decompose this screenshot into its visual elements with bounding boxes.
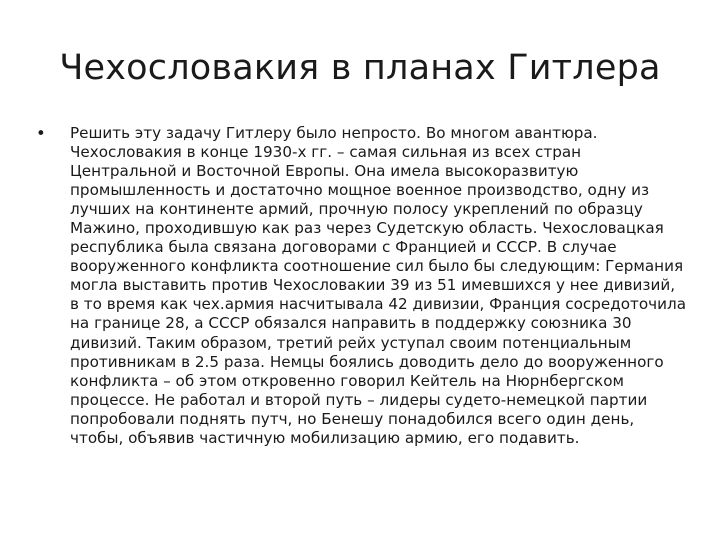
bullet-item xyxy=(36,124,688,448)
bullet-text: Решить эту задачу Гитлеру было непросто. Во многом авантюра. Чехословакия в конце 1930-х гг. – самая сильная из всех стран Центральной и Восточной Европы. Она имела высокоразвитую промышленность и достаточно мощное военное производство, одну из лучших на континенте армий, прочную полосу укреплений по образцу Мажино, проходившую как раз через Судетскую область. Чехословацкая республика была связана договорами с Францией и СССР. В случае вооруженного конфликта соотношение сил было бы следующим: Германия могла выставить против Чехословакии 39 из 51 имевшихся у нее дивизий, в то время как чех.армия насчитывала 42 дивизии, Франция сосредоточила на границе 28, а СССР обязался направить в поддержку союзника 30 дивизий. Таким образом, третий рейх уступал своим потенциальным противникам в 2.5 раза. Немцы боялись доводить дело до вооруженного конфликта – об этом откровенно говорил Кейтель на Нюрнбергском процессе. Не работал и второй путь – лидеры судето-немецкой партии попробовали поднять путч, но Бенешу понадобился всего один день, чтобы, объявив частичную мобилизацию армию, его подавить. xyxy=(70,124,687,447)
bullet-marker: • xyxy=(36,124,46,143)
bullet-list xyxy=(36,124,688,448)
slide-title: Чехословакия в планах Гитлера xyxy=(59,48,661,88)
